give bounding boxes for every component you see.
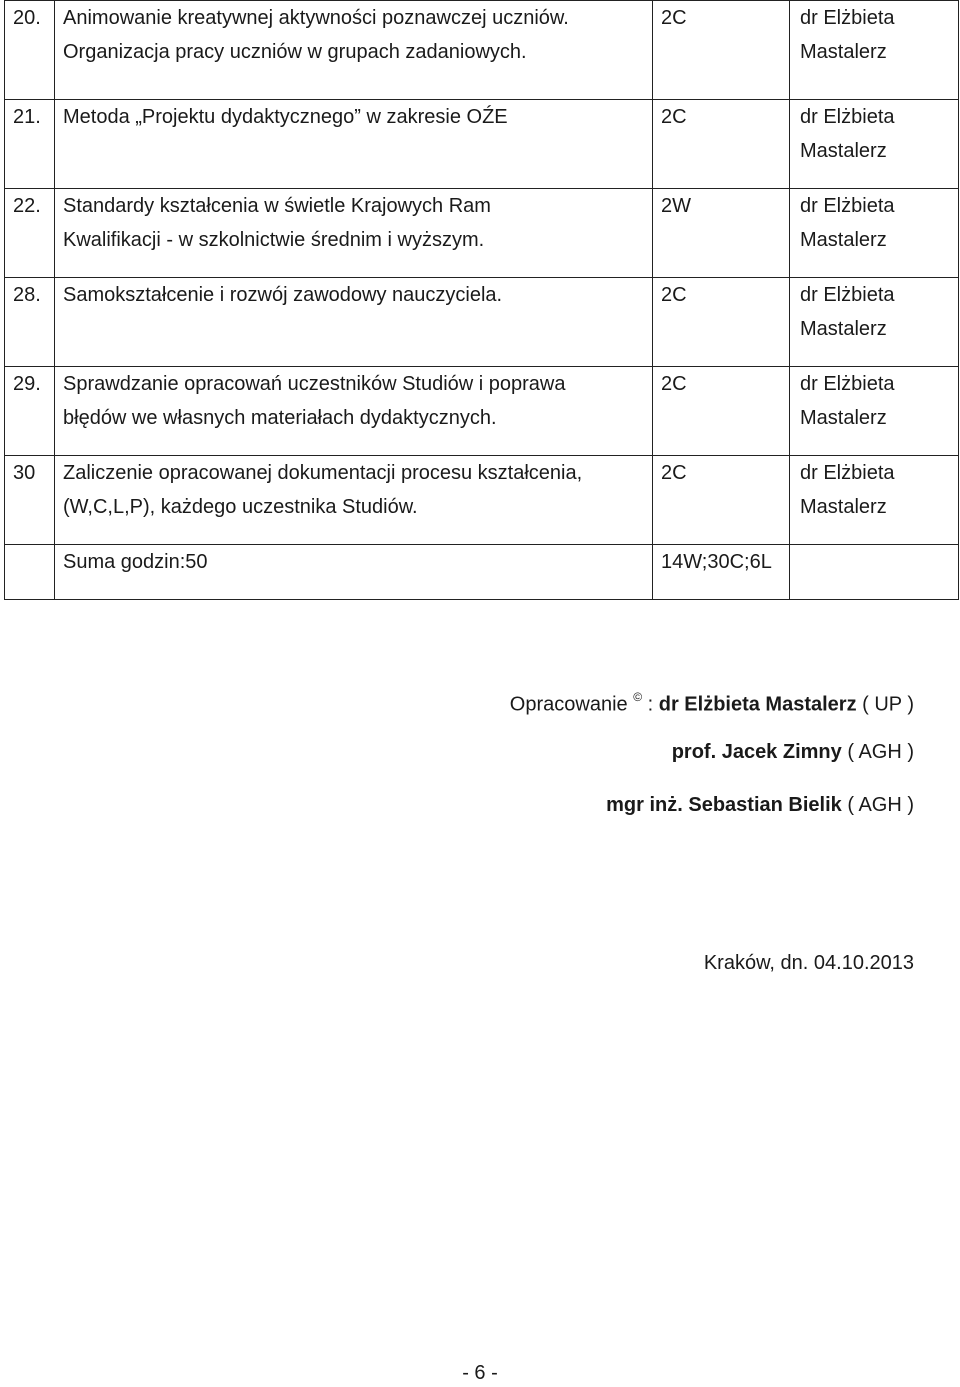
- author-name: prof. Jacek Zimny: [671, 741, 842, 763]
- teacher-line: dr Elżbieta: [800, 373, 895, 395]
- summary-hours: 14W;30C;6L: [653, 545, 790, 600]
- author-name: mgr inż. Sebastian Bielik: [606, 794, 842, 816]
- author-name: dr Elżbieta Mastalerz: [658, 693, 857, 716]
- topic-line: błędów we własnych materiałach dydaktycznych.: [63, 407, 497, 429]
- credits-prefix: Opracowanie: [509, 693, 628, 716]
- topic-line: Metoda „Projektu dydaktycznego” w zakresie OŹE: [63, 106, 508, 128]
- teacher-cell: [790, 278, 959, 367]
- teacher-line: Mastalerz: [800, 496, 887, 518]
- topic-cell: [55, 456, 653, 545]
- teacher-line: dr Elżbieta: [800, 195, 895, 217]
- teacher-cell: [790, 100, 959, 189]
- empty-cell: [790, 545, 959, 600]
- topic-cell: [55, 189, 653, 278]
- topic-line: Kwalifikacji - w szkolnictwie średnim i wyższym.: [63, 229, 485, 251]
- summary-row: [5, 545, 959, 600]
- copyright-icon: ©: [633, 690, 643, 704]
- table-row: [5, 456, 959, 545]
- teacher-line: Mastalerz: [800, 140, 887, 162]
- topic-line: Samokształcenie i rozwój zawodowy nauczyciela.: [63, 284, 503, 306]
- topic-cell: [55, 367, 653, 456]
- teacher-line: Mastalerz: [800, 229, 887, 251]
- summary-label: Suma godzin:50: [55, 545, 653, 600]
- credits-separator: :: [647, 693, 654, 716]
- teacher-line: dr Elżbieta: [800, 462, 895, 484]
- row-number: 21.: [5, 100, 55, 189]
- hours-cell: 2C: [653, 100, 790, 189]
- row-number: 29.: [5, 367, 55, 456]
- row-number: 28.: [5, 278, 55, 367]
- credit-line: [314, 735, 914, 788]
- table-row: [5, 100, 959, 189]
- teacher-line: dr Elżbieta: [800, 106, 895, 128]
- credit-line: [314, 682, 914, 735]
- topic-cell: [55, 100, 653, 189]
- teacher-line: dr Elżbieta: [800, 284, 895, 306]
- teacher-line: Mastalerz: [800, 41, 887, 63]
- course-schedule-table: [4, 0, 959, 600]
- row-number: 22.: [5, 189, 55, 278]
- empty-cell: [5, 545, 55, 600]
- table-row: [5, 189, 959, 278]
- teacher-line: dr Elżbieta: [800, 7, 895, 29]
- topic-line: Zaliczenie opracowanej dokumentacji procesu kształcenia,: [63, 462, 583, 484]
- hours-cell: 2C: [653, 367, 790, 456]
- hours-cell: 2C: [653, 1, 790, 100]
- topic-line: Animowanie kreatywnej aktywności poznawczej uczniów.: [63, 7, 569, 29]
- hours-cell: 2C: [653, 278, 790, 367]
- topic-line: Organizacja pracy uczniów w grupach zadaniowych.: [63, 41, 527, 63]
- teacher-cell: [790, 1, 959, 100]
- row-number: 20.: [5, 1, 55, 100]
- teacher-line: Mastalerz: [800, 318, 887, 340]
- author-affiliation: ( AGH ): [847, 794, 914, 816]
- credits-block: [314, 682, 914, 841]
- page-number: - 6 -: [462, 1362, 498, 1384]
- table-row: [5, 278, 959, 367]
- teacher-line: Mastalerz: [800, 407, 887, 429]
- teacher-cell: [790, 189, 959, 278]
- document-date: Kraków, dn. 04.10.2013: [703, 952, 914, 974]
- credit-line: [314, 788, 914, 841]
- topic-line: (W,C,L,P), każdego uczestnika Studiów.: [63, 496, 418, 518]
- topic-line: Sprawdzanie opracowań uczestników Studiów i poprawa: [63, 373, 566, 395]
- table-row: [5, 367, 959, 456]
- hours-cell: 2C: [653, 456, 790, 545]
- row-number: 30: [5, 456, 55, 545]
- table-row: [5, 1, 959, 100]
- topic-line: Standardy kształcenia w świetle Krajowych Ram: [63, 195, 491, 217]
- topic-cell: [55, 1, 653, 100]
- hours-cell: 2W: [653, 189, 790, 278]
- teacher-cell: [790, 367, 959, 456]
- teacher-cell: [790, 456, 959, 545]
- topic-cell: [55, 278, 653, 367]
- author-affiliation: ( AGH ): [847, 741, 914, 763]
- author-affiliation: ( UP ): [862, 693, 914, 716]
